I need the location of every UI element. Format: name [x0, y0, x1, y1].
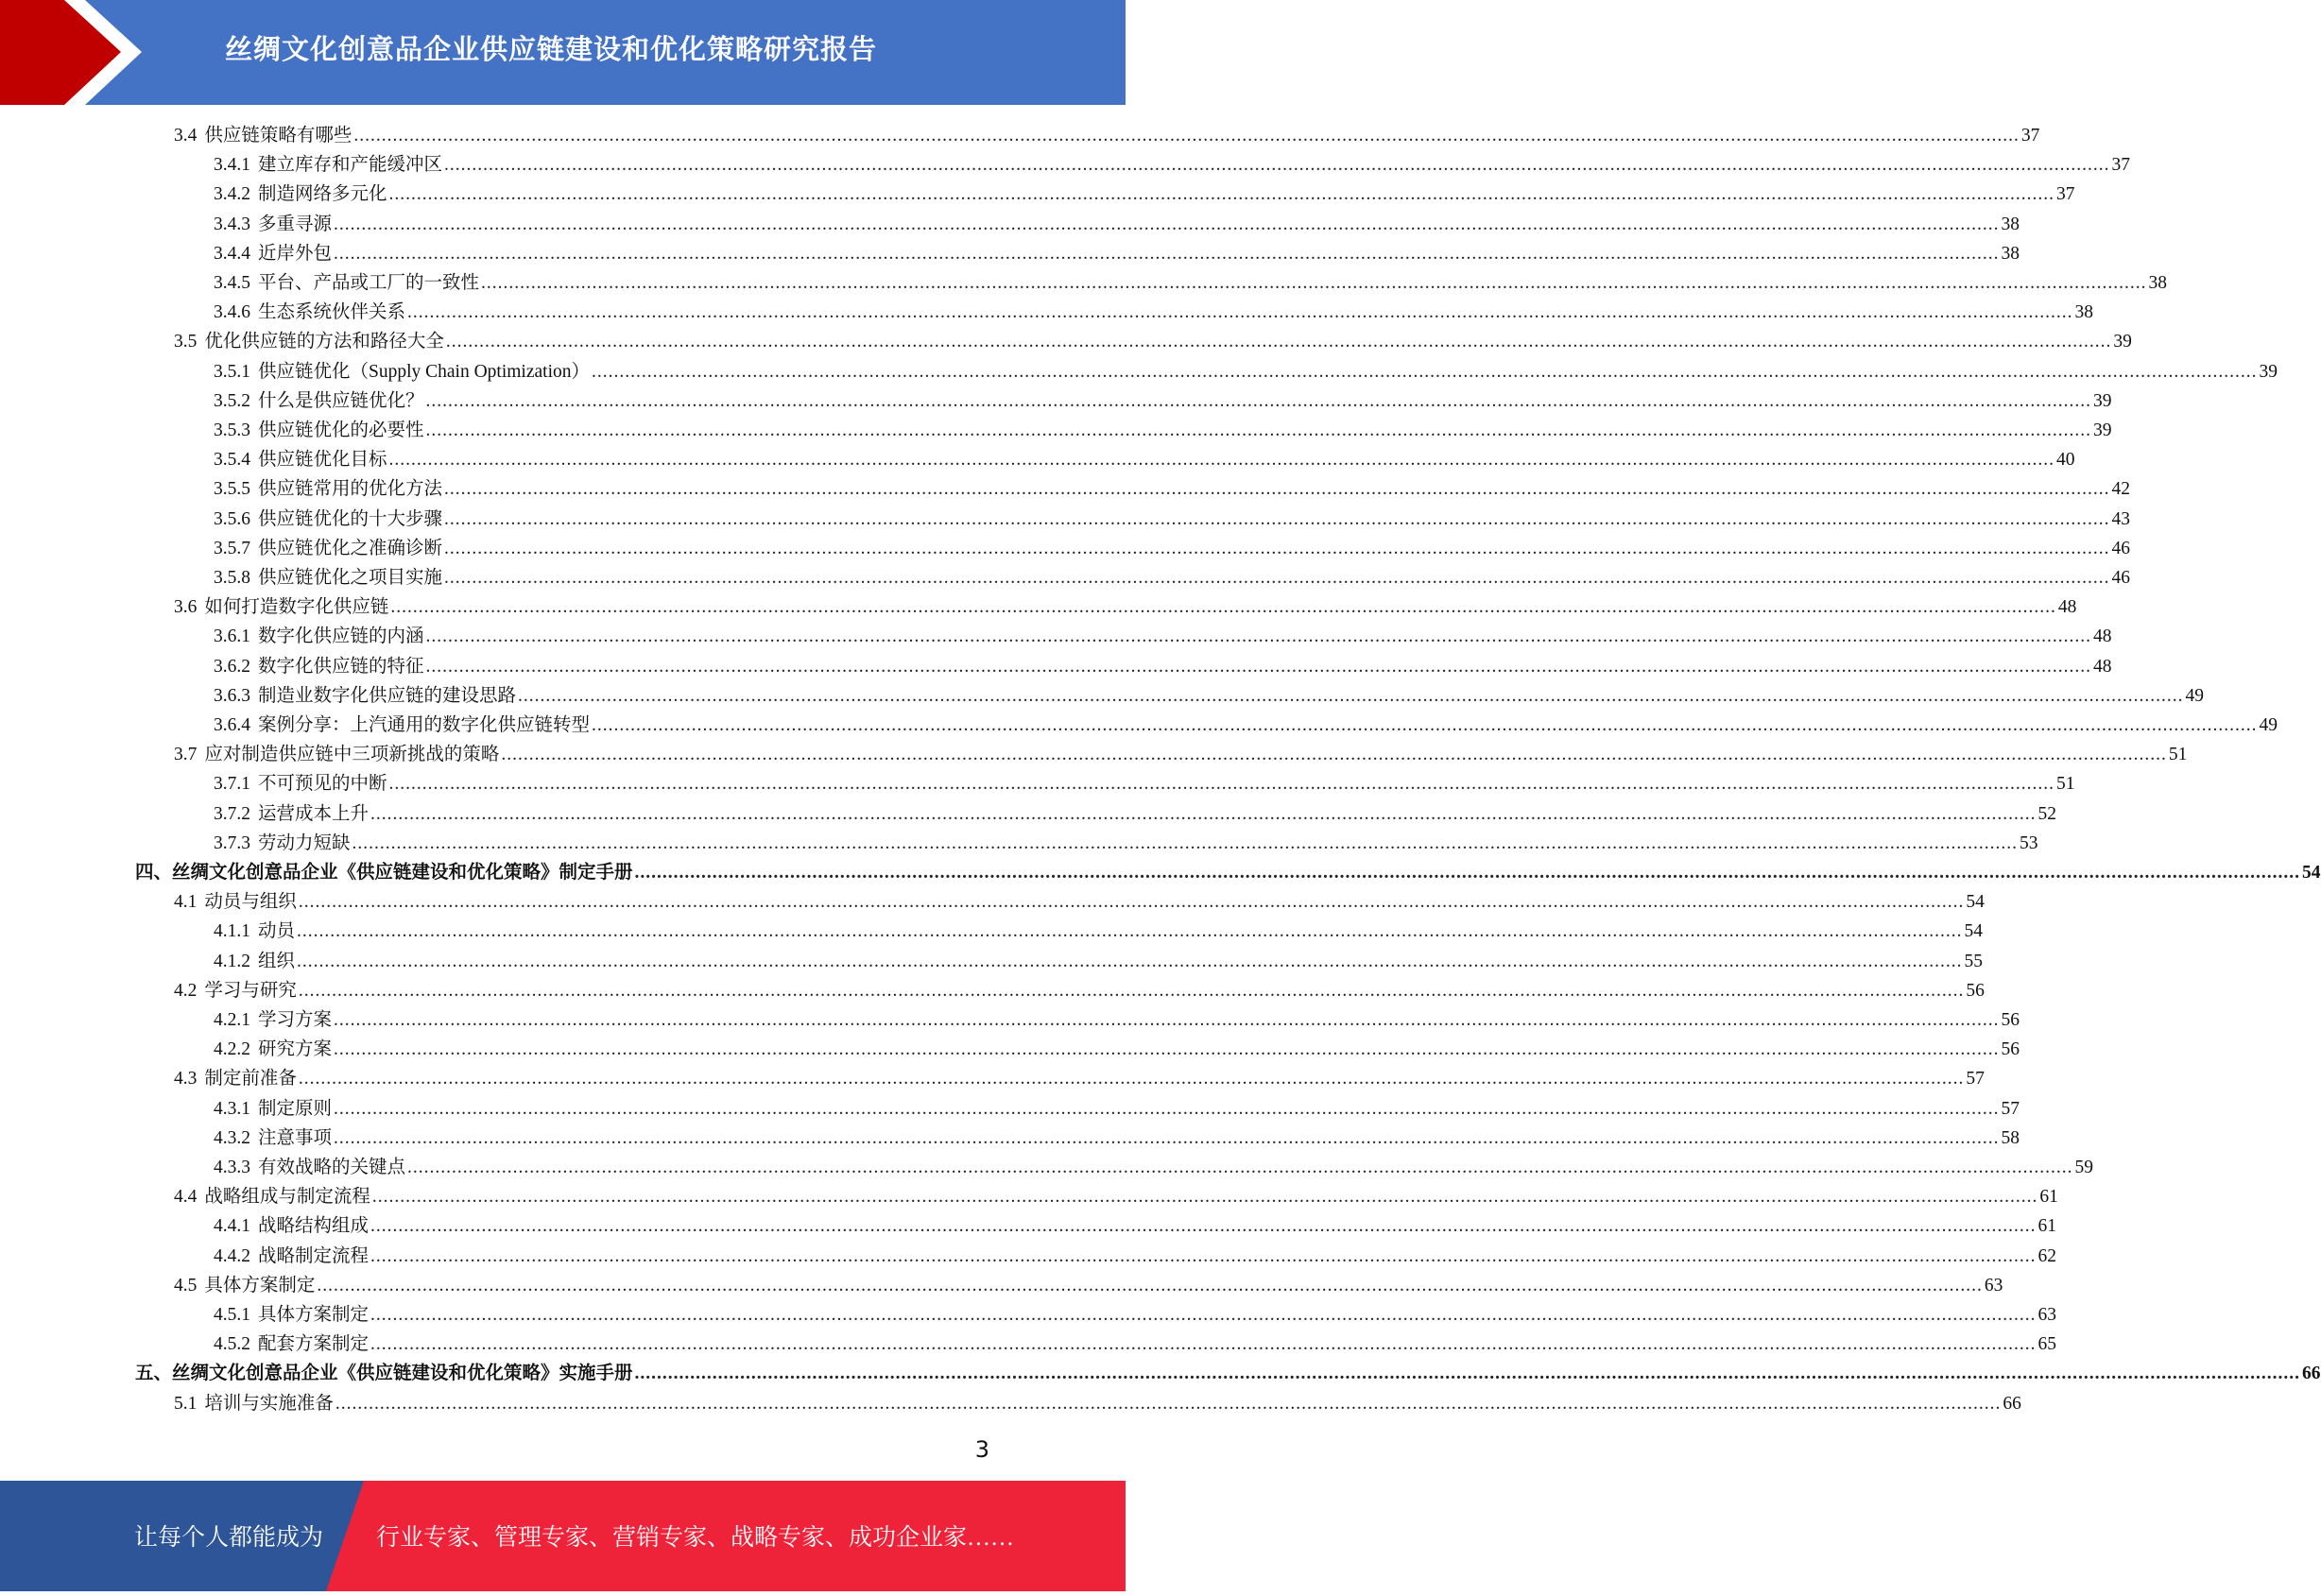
toc-entry-title: 生态系统伙伴关系 [258, 302, 406, 322]
toc-entry-page: 63 [2037, 1305, 2057, 1325]
toc-dot-leader: ............................................................................................................................................................................................................................................................................................................ [481, 273, 2147, 293]
toc-entry[interactable] [214, 268, 2168, 298]
toc-dot-leader: ............................................................................................................................................................................................................................................................................................................ [634, 863, 2301, 883]
toc-dot-leader: ............................................................................................................................................................................................................................................................................................................ [592, 362, 2258, 382]
toc-entry-title: 具体方案制定 [204, 1276, 316, 1296]
toc-dot-leader: ............................................................................................................................................................................................................................................................................................................ [335, 1394, 2002, 1414]
toc-entry-title: 劳动力短缺 [258, 833, 351, 853]
toc-entry[interactable] [174, 740, 2188, 769]
toc-entry[interactable] [174, 121, 2040, 150]
toc-entry-number: 4.5 [174, 1276, 198, 1296]
toc-dot-leader: ............................................................................................................................................................................................................................................................................................................ [370, 1305, 2037, 1325]
toc-entry-page: 54 [1964, 921, 1984, 941]
toc-entry[interactable] [214, 534, 2131, 563]
toc-entry-page: 38 [2148, 273, 2168, 293]
toc-entry-title: 制定前准备 [204, 1069, 297, 1089]
toc-entry-title: 有效战略的关键点 [258, 1158, 406, 1177]
toc-entry-number: 4.4 [174, 1187, 198, 1207]
toc-entry[interactable] [174, 1064, 1985, 1093]
toc-entry-title: 应对制造供应链中三项新挑战的策略 [204, 745, 500, 764]
toc-dot-leader: ............................................................................................................................................................................................................................................................................................................ [592, 715, 2258, 735]
toc-entry-number: 3.4.2 [214, 184, 250, 204]
toc-entry-number: 3.6.2 [214, 657, 250, 677]
toc-entry-number: 4.2.2 [214, 1039, 250, 1059]
toc-entry-page: 53 [2020, 833, 2038, 853]
toc-dot-leader: ............................................................................................................................................................................................................................................................................................................ [298, 981, 1965, 1001]
toc-entry-page: 38 [2001, 215, 2020, 234]
toc-dot-leader: ............................................................................................................................................................................................................................................................................................................ [444, 155, 2110, 175]
toc-entry-number: 3.6.3 [214, 686, 250, 706]
toc-entry[interactable] [214, 917, 1984, 946]
toc-entry-page: 63 [1984, 1276, 2003, 1296]
toc-entry[interactable] [214, 298, 2094, 327]
toc-entry-title: 研究方案 [258, 1039, 333, 1059]
toc-entry-title: 丝绸文化创意品企业《供应链建设和优化策略》实施手册 [172, 1364, 633, 1383]
toc-entry[interactable] [214, 652, 2112, 681]
toc-entry-page: 52 [2037, 804, 2057, 824]
toc-entry-page: 39 [2113, 332, 2132, 352]
toc-entry-page: 61 [2039, 1187, 2058, 1207]
toc-entry-number: 3.6.4 [214, 715, 250, 735]
toc-dot-leader: ............................................................................................................................................................................................................................................................................................................ [370, 1334, 2037, 1354]
toc-entry[interactable] [174, 592, 2077, 622]
toc-entry[interactable] [214, 474, 2131, 504]
toc-entry[interactable] [214, 1035, 2020, 1064]
toc-dot-leader: ............................................................................................................................................................................................................................................................................................................ [444, 479, 2110, 499]
toc-dot-leader: ............................................................................................................................................................................................................................................................................................................ [407, 1158, 2073, 1177]
toc-entry-title: 动员 [258, 921, 296, 941]
toc-dot-leader: ............................................................................................................................................................................................................................................................................................................ [388, 450, 2055, 470]
toc-dot-leader: ............................................................................................................................................................................................................................................................................................................ [407, 302, 2073, 322]
toc-entry-page: 66 [2302, 1364, 2321, 1383]
toc-dot-leader: ............................................................................................................................................................................................................................................................................................................ [317, 1276, 1983, 1296]
toc-entry-page: 57 [2001, 1099, 2020, 1119]
toc-entry-title: 配套方案制定 [258, 1334, 370, 1354]
toc-entry-number: 4.3.1 [214, 1099, 250, 1119]
toc-entry-page: 49 [2259, 715, 2278, 735]
toc-entry-number: 4.2 [174, 981, 198, 1001]
toc-entry[interactable] [214, 829, 2038, 858]
toc-entry-page: 43 [2111, 509, 2131, 529]
toc-dot-leader: ............................................................................................................................................................................................................................................................................................................ [298, 892, 1965, 912]
toc-entry[interactable] [174, 1389, 2021, 1418]
toc-entry-page: 61 [2037, 1216, 2057, 1236]
toc-entry-number: 3.7.2 [214, 804, 250, 824]
toc-entry-page: 48 [2093, 626, 2112, 646]
toc-entry[interactable] [214, 947, 1984, 976]
toc-entry[interactable] [214, 1005, 2020, 1035]
toc-entry-title: 建立库存和产能缓冲区 [258, 155, 443, 175]
toc-entry[interactable] [214, 711, 2278, 740]
toc-entry-page: 54 [2302, 863, 2321, 883]
toc-entry-number: 4.1 [174, 892, 198, 912]
toc-entry[interactable] [214, 1242, 2057, 1271]
toc-dot-leader: ............................................................................................................................................................................................................................................................................................................ [334, 1010, 2000, 1030]
toc-dot-leader: ............................................................................................................................................................................................................................................................................................................ [445, 332, 2112, 352]
toc-entry[interactable] [214, 239, 2020, 268]
toc-entry[interactable] [214, 799, 2057, 829]
toc-entry[interactable] [214, 386, 2112, 416]
toc-entry-page: 49 [2185, 686, 2205, 706]
toc-entry-title: 多重寻源 [258, 215, 333, 234]
toc-entry-title: 如何打造数字化供应链 [204, 597, 389, 617]
toc-dot-leader: ............................................................................................................................................................................................................................................................................................................ [334, 244, 2000, 264]
toc-entry-number: 3.4.6 [214, 302, 250, 322]
toc-dot-leader: ............................................................................................................................................................................................................................................................................................................ [425, 391, 2092, 411]
toc-entry-title: 具体方案制定 [258, 1305, 370, 1325]
toc-dot-leader: ............................................................................................................................................................................................................................................................................................................ [370, 1216, 2037, 1236]
toc-entry-number: 3.4.3 [214, 215, 250, 234]
toc-entry-title: 学习方案 [258, 1010, 333, 1030]
toc-entry-title: 供应链优化（Supply Chain Optimization） [258, 362, 590, 382]
toc-dot-leader: ............................................................................................................................................................................................................................................................................................................ [501, 745, 2167, 764]
toc-entry-page: 51 [2168, 745, 2188, 764]
toc-entry-number: 四、 [135, 863, 173, 883]
toc-entry-title: 供应链优化之准确诊断 [258, 539, 443, 558]
toc-entry[interactable] [174, 327, 2132, 356]
toc-entry[interactable] [214, 1330, 2057, 1359]
report-title: 丝绸文化创意品企业供应链建设和优化策略研究报告 [225, 33, 878, 65]
toc-entry[interactable] [214, 180, 2075, 209]
toc-dot-leader: ............................................................................................................................................................................................................................................................................................................ [425, 420, 2092, 440]
toc-entry-title: 制定原则 [258, 1099, 333, 1119]
toc-entry-page: 38 [2074, 302, 2094, 322]
toc-entry-title: 供应链优化的十大步骤 [258, 509, 443, 529]
toc-entry-page: 46 [2111, 539, 2131, 558]
toc-dot-leader: ............................................................................................................................................................................................................................................................................................................ [370, 1246, 2037, 1266]
toc-entry-page: 39 [2093, 420, 2112, 440]
toc-entry-number: 4.1.2 [214, 952, 250, 971]
toc-entry[interactable] [174, 887, 1985, 917]
toc-entry[interactable] [174, 1271, 2003, 1300]
toc-entry-number: 4.3.2 [214, 1128, 250, 1148]
toc-entry-title: 平台、产品或工厂的一致性 [258, 273, 480, 293]
toc-entry-page: 37 [2056, 184, 2075, 204]
toc-entry-number: 5.1 [174, 1394, 198, 1414]
toc-entry-number: 4.1.1 [214, 921, 250, 941]
toc-entry-title: 战略组成与制定流程 [204, 1187, 370, 1207]
page-footer [0, 1481, 1126, 1591]
page-number: 3 [974, 1436, 989, 1463]
toc-entry-page: 48 [2093, 657, 2112, 677]
toc-entry-title: 供应链策略有哪些 [204, 126, 352, 146]
toc-entry-number: 3.5.4 [214, 450, 250, 470]
toc-entry[interactable] [214, 210, 2020, 239]
toc-entry[interactable] [214, 1094, 2020, 1124]
toc-dot-leader: ............................................................................................................................................................................................................................................................................................................ [334, 1099, 2000, 1119]
toc-entry-page: 38 [2001, 244, 2020, 264]
toc-entry-title: 数字化供应链的内涵 [258, 626, 424, 646]
toc-entry-number: 3.4.1 [214, 155, 250, 175]
toc-dot-leader: ............................................................................................................................................................................................................................................................................................................ [298, 1069, 1965, 1089]
toc-entry-page: 59 [2074, 1158, 2094, 1177]
toc-entry[interactable] [135, 858, 2321, 887]
toc-entry-title: 组织 [258, 952, 296, 971]
toc-entry-number: 3.7.1 [214, 774, 250, 794]
toc-entry-number: 3.5.2 [214, 391, 250, 411]
toc-entry-page: 56 [2001, 1039, 2020, 1059]
toc-entry[interactable] [214, 150, 2131, 180]
toc-dot-leader: ............................................................................................................................................................................................................................................................................................................ [334, 215, 2000, 234]
toc-dot-leader: ............................................................................................................................................................................................................................................................................................................ [297, 952, 1963, 971]
toc-entry[interactable] [135, 1359, 2321, 1388]
toc-entry-page: 37 [2020, 126, 2040, 146]
toc-dot-leader: ............................................................................................................................................................................................................................................................................................................ [353, 126, 2020, 146]
toc-entry-page: 65 [2037, 1334, 2057, 1354]
toc-dot-leader: ............................................................................................................................................................................................................................................................................................................ [390, 597, 2056, 617]
toc-entry-number: 4.3.3 [214, 1158, 250, 1177]
toc-entry-page: 66 [2003, 1394, 2021, 1414]
toc-entry-title: 供应链常用的优化方法 [258, 479, 443, 499]
toc-entry-title: 学习与研究 [204, 981, 297, 1001]
toc-dot-leader: ............................................................................................................................................................................................................................................................................................................ [425, 657, 2092, 677]
toc-entry[interactable] [214, 1211, 2057, 1241]
toc-entry-number: 五、 [135, 1364, 173, 1383]
toc-dot-leader: ............................................................................................................................................................................................................................................................................................................ [388, 774, 2055, 794]
toc-entry[interactable] [214, 1124, 2020, 1153]
toc-entry-page: 40 [2056, 450, 2075, 470]
toc-entry-number: 3.7.3 [214, 833, 250, 853]
toc-entry-number: 3.5.5 [214, 479, 250, 499]
toc-dot-leader: ............................................................................................................................................................................................................................................................................................................ [388, 184, 2055, 204]
toc-entry-title: 不可预见的中断 [258, 774, 387, 794]
toc-entry-number: 4.2.1 [214, 1010, 250, 1030]
toc-entry-title: 制造业数字化供应链的建设思路 [258, 686, 517, 706]
toc-entry-title: 注意事项 [258, 1128, 333, 1148]
toc-entry-number: 3.4.5 [214, 273, 250, 293]
footer-slogan-right: 行业专家、管理专家、营销专家、战略专家、成功企业家…… [376, 1525, 1015, 1551]
toc-entry-number: 3.5.8 [214, 568, 250, 588]
toc-entry-number: 3.6.1 [214, 626, 250, 646]
toc-entry-title: 优化供应链的方法和路径大全 [204, 332, 444, 352]
toc-entry-page: 58 [2001, 1128, 2020, 1148]
toc-entry-number: 4.4.1 [214, 1216, 250, 1236]
toc-entry[interactable] [214, 769, 2075, 798]
toc-entry-page: 42 [2111, 479, 2131, 499]
toc-entry[interactable] [174, 976, 1985, 1005]
toc-entry-number: 3.4.4 [214, 244, 250, 264]
toc-entry-title: 运营成本上升 [258, 804, 370, 824]
toc-entry-title: 什么是供应链优化？ [258, 391, 424, 411]
footer-slogan-left: 让每个人都能成为 [134, 1525, 324, 1551]
toc-entry-title: 近岸外包 [258, 244, 333, 264]
toc-entry-page: 37 [2111, 155, 2131, 175]
toc-entry-number: 4.5.1 [214, 1305, 250, 1325]
toc-entry-title: 供应链优化目标 [258, 450, 387, 470]
toc-entry-number: 3.5 [174, 332, 198, 352]
toc-entry-number: 3.5.3 [214, 420, 250, 440]
toc-dot-leader: ............................................................................................................................................................................................................................................................................................................ [371, 1187, 2038, 1207]
toc-dot-leader: ............................................................................................................................................................................................................................................................................................................ [352, 833, 2019, 853]
toc-entry-page: 56 [2001, 1010, 2020, 1030]
toc-entry-page: 56 [1966, 981, 1985, 1001]
toc-dot-leader: ............................................................................................................................................................................................................................................................................................................ [370, 804, 2037, 824]
toc-entry-page: 55 [1964, 952, 1984, 971]
toc-dot-leader: ............................................................................................................................................................................................................................................................................................................ [444, 509, 2110, 529]
toc-dot-leader: ............................................................................................................................................................................................................................................................................................................ [444, 568, 2110, 588]
toc-dot-leader: ............................................................................................................................................................................................................................................................................................................ [518, 686, 2184, 706]
toc-dot-leader: ............................................................................................................................................................................................................................................................................................................ [334, 1128, 2000, 1148]
toc-entry-title: 供应链优化的必要性 [258, 420, 424, 440]
toc-entry[interactable] [214, 416, 2112, 445]
page-header [0, 0, 1126, 105]
toc-entry-page: 39 [2259, 362, 2278, 382]
toc-entry-page: 48 [2057, 597, 2077, 617]
toc-entry-number: 4.4.2 [214, 1246, 250, 1266]
toc-entry-number: 3.6 [174, 597, 198, 617]
toc-entry[interactable] [214, 622, 2112, 651]
toc-entry-title: 动员与组织 [204, 892, 297, 912]
toc-dot-leader: ............................................................................................................................................................................................................................................................................................................ [334, 1039, 2000, 1059]
toc-dot-leader: ............................................................................................................................................................................................................................................................................................................ [425, 626, 2092, 646]
toc-entry-number: 3.5.6 [214, 509, 250, 529]
toc-entry[interactable] [214, 1300, 2057, 1330]
toc-entry-number: 4.3 [174, 1069, 198, 1089]
toc-entry-number: 4.5.2 [214, 1334, 250, 1354]
toc-entry-title: 制造网络多元化 [258, 184, 387, 204]
toc-entry[interactable] [214, 1153, 2094, 1182]
toc-entry-number: 3.4 [174, 126, 198, 146]
toc-entry-number: 3.5.1 [214, 362, 250, 382]
toc-entry-number: 3.7 [174, 745, 198, 764]
toc-entry-title: 案例分享：上汽通用的数字化供应链转型 [258, 715, 591, 735]
toc-entry[interactable] [214, 505, 2131, 534]
toc-entry-title: 供应链优化之项目实施 [258, 568, 443, 588]
toc-entry[interactable] [214, 445, 2075, 474]
toc-entry[interactable] [214, 563, 2131, 592]
toc-entry-title: 培训与实施准备 [204, 1394, 334, 1414]
toc-entry-title: 战略结构组成 [258, 1216, 370, 1236]
toc-dot-leader: ............................................................................................................................................................................................................................................................................................................ [444, 539, 2110, 558]
toc-entry-page: 46 [2111, 568, 2131, 588]
toc-entry-title: 战略制定流程 [258, 1246, 370, 1266]
toc-entry[interactable] [214, 681, 2205, 711]
toc-entry-page: 62 [2037, 1246, 2057, 1266]
toc-entry-title: 数字化供应链的特征 [258, 657, 424, 677]
toc-entry-page: 57 [1966, 1069, 1985, 1089]
toc-entry[interactable] [174, 1182, 2058, 1211]
toc-entry-page: 51 [2056, 774, 2075, 794]
toc-entry-number: 3.5.7 [214, 539, 250, 558]
toc-entry-page: 39 [2093, 391, 2112, 411]
toc-entry-page: 54 [1966, 892, 1985, 912]
toc-entry[interactable] [214, 357, 2278, 386]
toc-dot-leader: ............................................................................................................................................................................................................................................................................................................ [634, 1364, 2301, 1383]
toc-dot-leader: ............................................................................................................................................................................................................................................................................................................ [297, 921, 1963, 941]
toc-entry-title: 丝绸文化创意品企业《供应链建设和优化策略》制定手册 [172, 863, 633, 883]
